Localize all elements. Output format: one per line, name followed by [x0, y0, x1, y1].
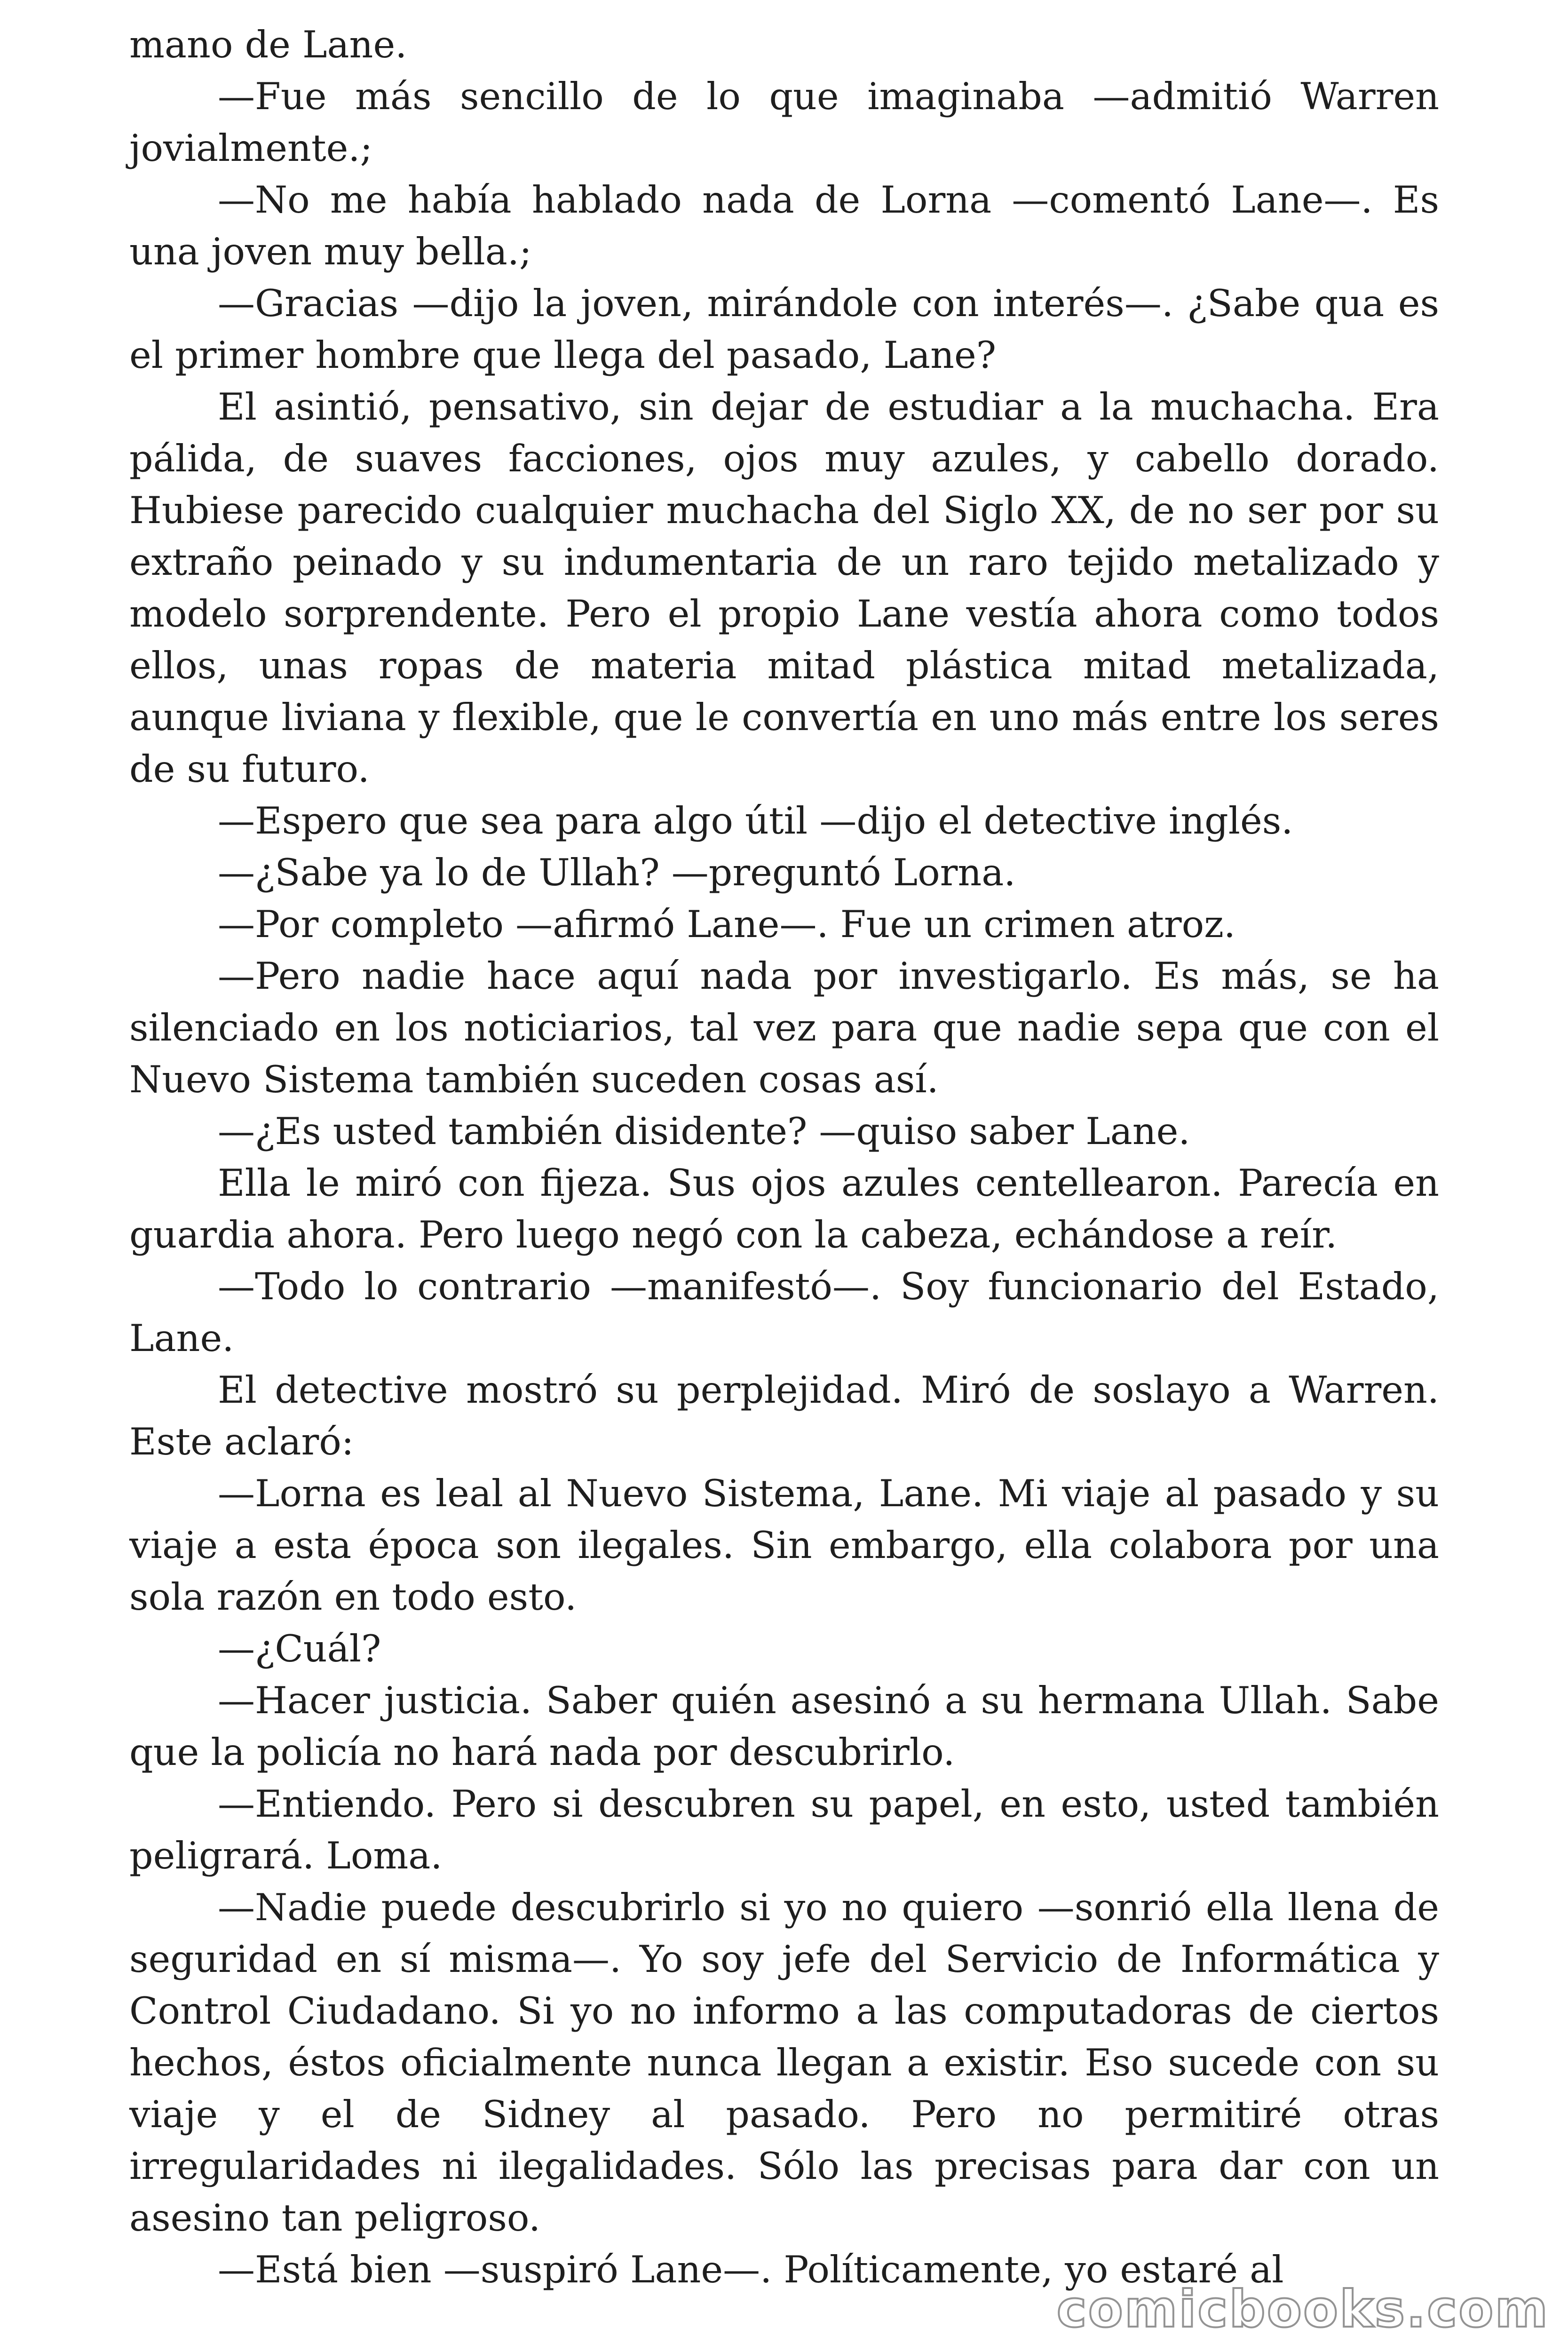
- paragraph: —Por completo —afirmó Lane—. Fue un crimen atroz.: [218, 903, 1235, 946]
- paragraph: El asintió, pensativo, sin dejar de estudiar a la muchacha. Era pálida, de suaves facciones, ojos muy azules, y cabello dorado. Hubiese parecido cualquier muchacha del Siglo XX, de no ser por su extraño peinado y su indumentaria de un raro tejido metalizado y modelo sorprendente. Pero el propio Lane vestía ahora como todos ellos, unas ropas de materia mitad plástica mitad metalizada, aunque liviana y flexible, que le convertía en uno más entre los seres de su futuro.: [129, 385, 1439, 791]
- paragraph: —Espero que sea para algo útil —dijo el detective inglés.: [218, 799, 1293, 842]
- page-text: [129, 19, 1439, 2296]
- paragraph: —Entiendo. Pero si descubren su papel, en esto, usted también peligrará. Loma.: [129, 1782, 1439, 1877]
- watermark-logo: comicbooks.com: [1056, 2280, 1549, 2339]
- paragraph: —¿Cuál?: [218, 1627, 381, 1670]
- paragraph: El detective mostró su perplejidad. Miró de soslayo a Warren. Este aclaró:: [129, 1368, 1439, 1463]
- paragraph: mano de Lane.: [129, 23, 407, 66]
- paragraph: —Gracias —dijo la joven, mirándole con interés—. ¿Sabe qua es el primer hombre que llega del pasado, Lane?: [129, 282, 1439, 377]
- paragraph: —Hacer justicia. Saber quién asesinó a su hermana Ullah. Sabe que la policía no hará nada por descubrirlo.: [129, 1679, 1439, 1774]
- paragraph: —¿Es usted también disidente? —quiso saber Lane.: [218, 1110, 1190, 1153]
- paragraph: —Lorna es leal al Nuevo Sistema, Lane. Mi viaje al pasado y su viaje a esta época son ilegales. Sin embargo, ella colabora por una sola razón en todo esto.: [129, 1472, 1439, 1619]
- paragraph: Ella le miró con fijeza. Sus ojos azules centellearon. Parecía en guardia ahora. Pero luego negó con la cabeza, echándose a reír.: [129, 1161, 1439, 1256]
- paragraph: —Todo lo contrario —manifestó—. Soy funcionario del Estado, Lane.: [129, 1265, 1439, 1360]
- paragraph: —Nadie puede descubrirlo si yo no quiero —sonrió ella llena de seguridad en sí misma—. Yo soy jefe del Servicio de Informática y Control Ciudadano. Si yo no informo a las computadoras de ciertos hechos, éstos oficialmente nunca llegan a existir. Eso sucede con su viaje y el de Sidney al pasado. Pero no permitiré otras irregularidades ni ilegalidades. Sólo las precisas para dar con un asesino tan peligroso.: [129, 1886, 1439, 2240]
- paragraph: —Fue más sencillo de lo que imaginaba —admitió Warren jovialmente.;: [129, 75, 1439, 170]
- paragraph: —Está bien —suspiró Lane—. Políticamente, yo estaré al: [218, 2248, 1284, 2291]
- paragraph: —Pero nadie hace aquí nada por investigarlo. Es más, se ha silenciado en los noticiarios, tal vez para que nadie sepa que con el Nuevo Sistema también suceden cosas así.: [129, 954, 1439, 1101]
- paragraph: —No me había hablado nada de Lorna —comentó Lane—. Es una joven muy bella.;: [129, 178, 1439, 273]
- paragraph: —¿Sabe ya lo de Ullah? —preguntó Lorna.: [218, 851, 1016, 894]
